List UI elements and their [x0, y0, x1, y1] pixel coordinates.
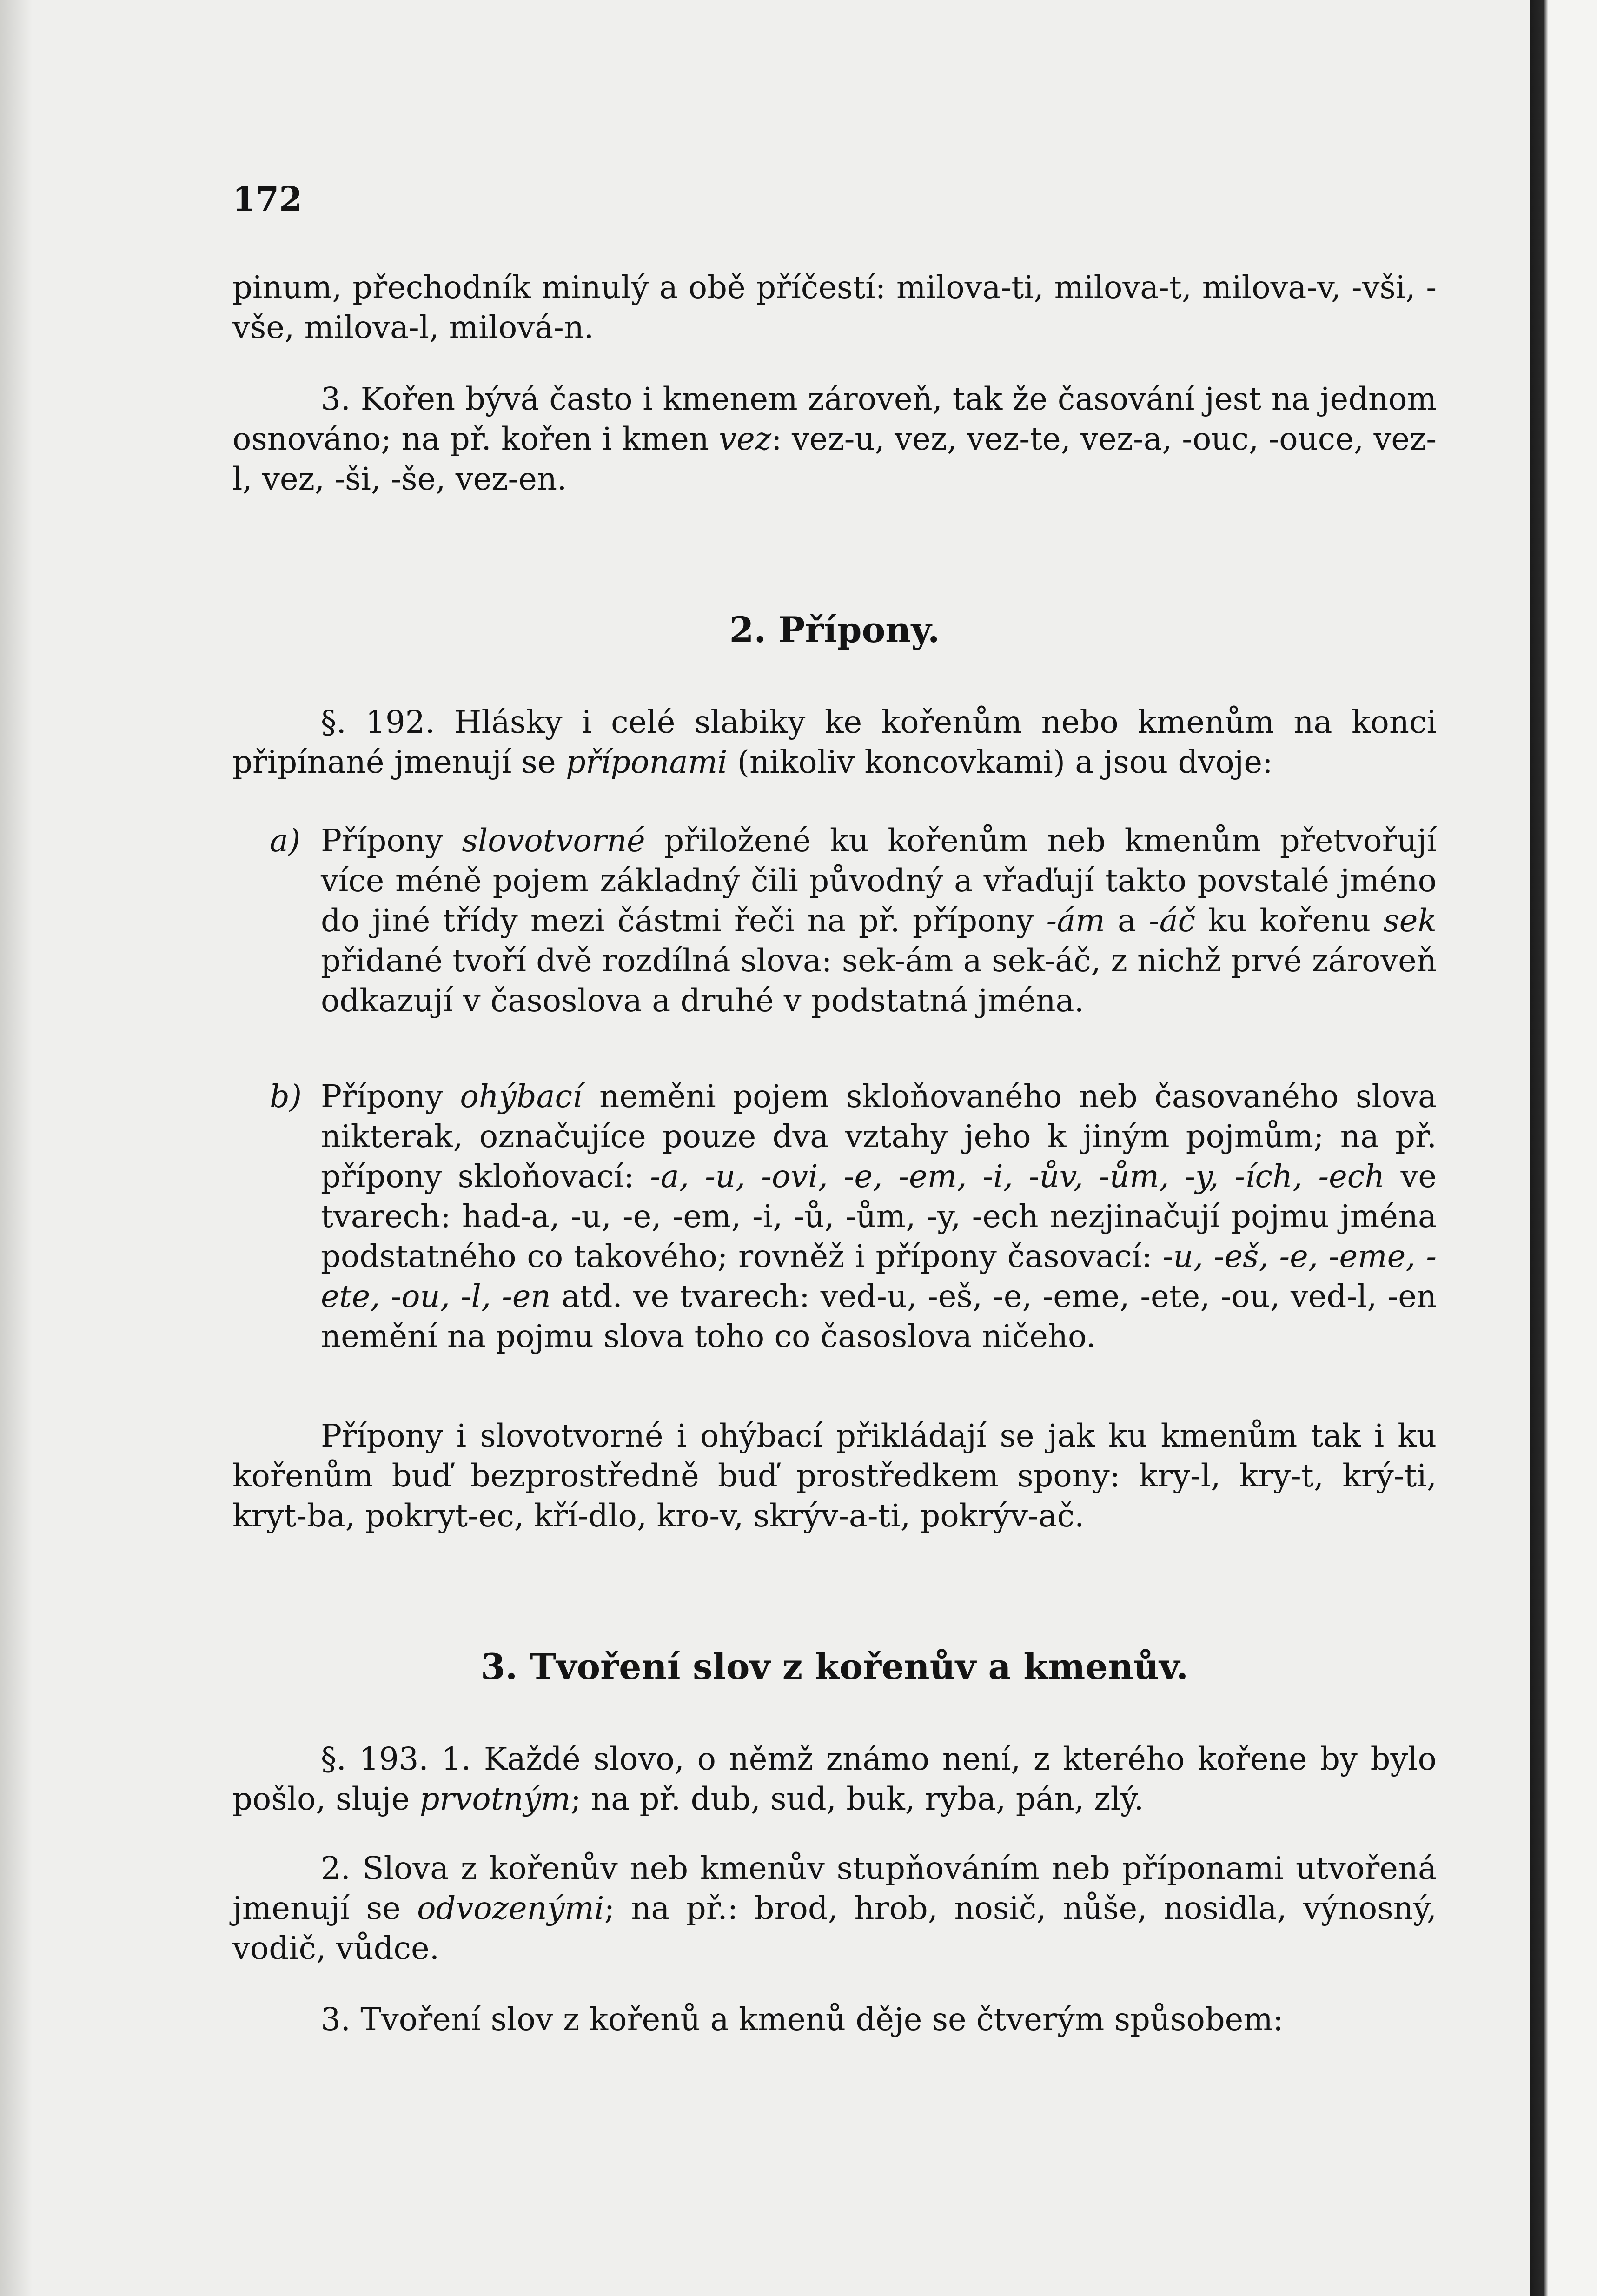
heading-pripony: 2. Přípony.	[729, 609, 940, 650]
page-number: 172	[232, 179, 303, 219]
paragraph-pripony: Přípony i slovotvorné i ohýbací přikládají se jak ku kmenům tak i ku kořenům buď bezprostředně buď prostředkem spony: kry-l, kry-t, krý-ti, kryt-ba, pokryt-ec, kří-dlo, kro-v, skrýv-a-ti, pokrýv-ač.	[232, 1418, 1437, 1534]
page-gutter-shadow	[0, 0, 33, 2296]
section-192: §. 192. Hlásky i celé slabiky ke kořenům nebo kmenům na konci připínané jmenují se příponami (nikoliv koncovkami) a jsou dvoje:	[232, 704, 1437, 780]
scan-right-edge	[1530, 0, 1597, 2296]
paragraph-2-derived: 2. Slova z kořenův neb kmenův stupňováním neb příponami utvořená jmenují se odvozenými; na př.: brod, hrob, nosič, nůše, nosidla, výnosný, vodič, vůdce.	[232, 1850, 1437, 1966]
item-a-marker: a)	[270, 823, 301, 859]
item-a: a) Přípony slovotvorné přiložené ku kořenům neb kmenům přetvořují více méně pojem základný čili původný a vřaďují takto povstalé jméno do jiné třídy mezi částmi řeči na př. přípony -ám a -áč ku kořenu sek přidané tvoří dvě rozdílná slova: sek-ám a sek-áč, z nichž prvé zároveň odkazují v časoslova a druhé v podstatná jména.	[232, 821, 1437, 1021]
item-b: b) Přípony ohýbací neměni pojem skloňovaného neb časovaného slova nikterak, označujíce pouze dva vztahy jeho k jiným pojmům; na př. přípony skloňovací: -a, -u, -ovi, -e, -em, -i, -ův, -ům, -y, -ích, -ech ve tvarech: had-a, -u, -e, -em, -i, -ů, -ům, -y, -ech nezjinačují pojmu jména podstatného co takového; rovněž i přípony časovací: -u, -eš, -e, -eme, -ete, -ou, -l, -en atd. ve tvarech: ved-u, -eš, -e, -eme, -ete, -ou, ved-l, -en nemění na pojmu slova toho co časoslova ničeho.	[232, 1076, 1437, 1356]
heading-tvoreni-slov: 3. Tvoření slov z kořenův a kmenův.	[480, 1646, 1189, 1687]
section-193: §. 193. 1. Každé slovo, o němž známo není, z kterého kořene by bylo pošlo, sluje prvotným; na př. dub, sud, buk, ryba, pán, zlý.	[232, 1741, 1437, 1817]
paragraph-3-root-stem: 3. Kořen bývá často i kmenem zároveň, tak že časování jest na jednom osnováno; na př. kořen i kmen vez: vez-u, vez, vez-te, vez-a, -ouc, -ouce, vez-l, vez, -ši, -še, vez-en.	[232, 381, 1437, 497]
paragraph-3-methods: 3. Tvoření slov z kořenů a kmenů děje se čtverým spůsobem:	[321, 2001, 1284, 2037]
item-b-marker: b)	[270, 1078, 302, 1115]
paragraph-continuation: pinum, přechodník minulý a obě příčestí: milova-ti, milova-t, milova-v, -vši, -vše, milova-l, milová-n.	[232, 269, 1437, 345]
